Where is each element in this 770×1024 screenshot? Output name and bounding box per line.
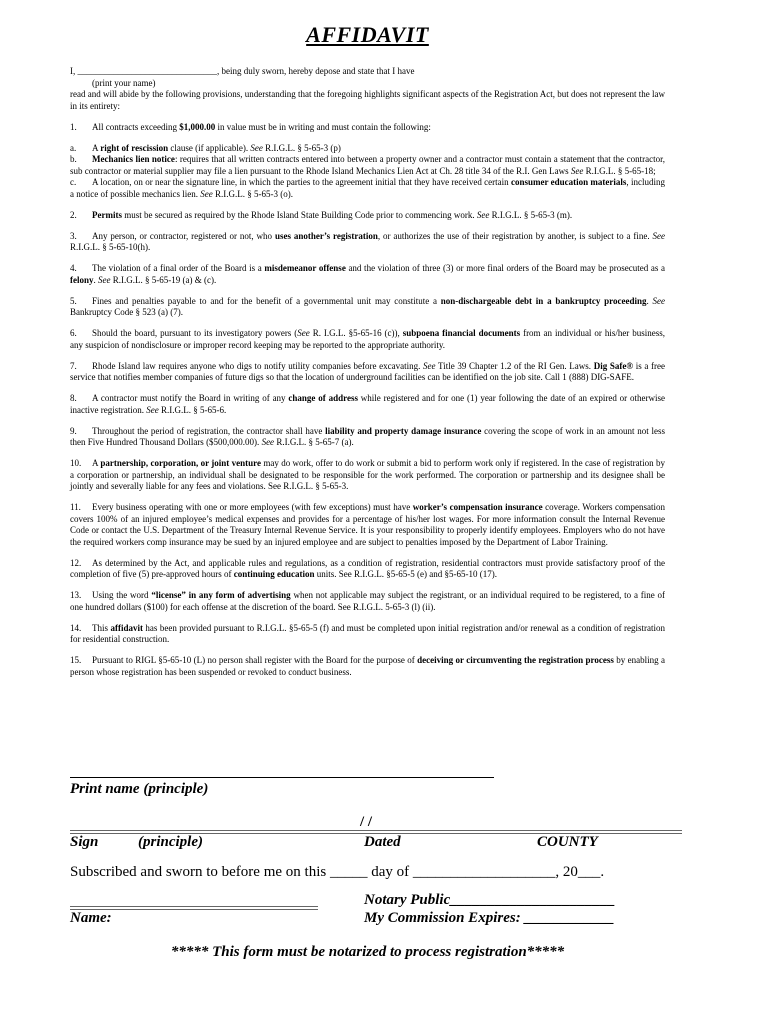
commission-label: My Commission Expires: ____________	[364, 910, 615, 926]
dated-label: Dated	[364, 834, 401, 850]
item-7: 7. Rhode Island law requires anyone who digs to notify utility companies before excavating. See Title 39 Chapter 1.2 of the RI Gen. Laws. Dig Safe® is a free service that notifies member companies of future digs so that the location of underground facilities can be identified on the job site. Call 1 (888) DIG-SAFE.	[70, 360, 665, 382]
intro-hint: (print your name)	[92, 77, 156, 88]
intro-lead: I, _______________________________, being duly sworn, hereby depose and state that I have	[70, 66, 415, 76]
subscribed-line: Subscribed and sworn to before me on this _____ day of ___________________, 20___.	[70, 864, 605, 880]
item-10: 10. A partnership, corporation, or joint venture may do work, offer to do work or submit a bid to perform work only if registered. In the case of registration by a corporation or partnership, an individual shall be designated to be responsible for the work performed. The corporation or partnership and its designee shall be jointly and severally liable for any fees and violations. See R.I.G.L. § 5-65-3.	[70, 458, 665, 491]
print-name-label: Print name (principle)	[70, 781, 209, 797]
item-c: c. A location, on or near the signature line, in which the parties to the agreement initial that they have received certain consumer education materials, including a notice of possible mechanics lien. See R.I.G.L. § 5-65-3 (o).	[70, 177, 665, 199]
item-6: 6. Should the board, pursuant to its investigatory powers (See R. I.G.L. §5-65-16 (c)), subpoena financial documents from an individual or his/her business, any suspicion of nondisclosure or improper record keeping may be reported to the appropriate authority.	[70, 328, 666, 350]
item-4: 4. The violation of a final order of the Board is a misdemeanor offense and the violation of three (3) or more final orders of the Board may be prosecuted as a felony. See R.I.G.L. § 5-65-19 (a) & (c).	[70, 263, 665, 285]
item-8: 8. A contractor must notify the Board in writing of any change of address while registered and for one (1) year following the date of an expired or otherwise inactive registration. See R.I.G.L. § 5-65-6.	[70, 393, 666, 415]
sign-label: Sign	[70, 834, 99, 850]
county-label: COUNTY	[537, 834, 598, 850]
print-name-line[interactable]	[70, 777, 494, 778]
item-15: 15. Pursuant to RIGL §5-65-10 (L) no person shall register with the Board for the purpose of deceiving or circumventing the registration process by enabling a person whose registration has been suspended or revoked to conduct business.	[70, 655, 665, 677]
notarize-footer: ***** This form must be notarized to process registration*****	[170, 944, 565, 960]
item-5: 5. Fines and penalties payable to and for the benefit of a governmental unit may constitute a non-dischargeable debt in a bankruptcy proceeding. See Bankruptcy Code § 523 (a) (7).	[70, 295, 665, 317]
intro-rest: read and will abide by the following provisions, understanding that the foregoing highlights significant aspects of the Registration Act, but does not represent the law in its entirety:	[70, 89, 665, 111]
notary-public-label: Notary Public______________________	[364, 892, 616, 908]
item-9: 9. Throughout the period of registration, the contractor shall have liability and property damage insurance covering the scope of work in an amount not less then Five Hundred Thousand Dollars ($500,000.00). See R.I.G.L. § 5-65-7 (a).	[70, 425, 665, 447]
item-13: 13. Using the word “license” in any form of advertising when not applicable may subject the registrant, or an individual required to be registered, to a fine of one hundred dollars ($100) for each offense at the discretion of the board. See R.I.G.L. 5-65-3 (l) (ii).	[70, 590, 665, 612]
sign-principle-label: (principle)	[138, 834, 203, 850]
item-3: 3. Any person, or contractor, registered or not, who uses another’s registration, or authorizes the use of their registration by another, is subject to a fine. See R.I.G.L. § 5-65-10(h).	[70, 230, 666, 252]
date-slashes: / /	[360, 814, 373, 830]
item-12: 12. As determined by the Act, and applicable rules and regulations, as a condition of registration, residential contractors must provide satisfactory proof of the completion of five (5) pre-approved hours of continuing education units. See R.I.G.L. §5-65-5 (e) and §5-65-10 (17).	[70, 557, 665, 579]
item-b: b. Mechanics lien notice: requires that all written contracts entered into between a property owner and a contractor must contain a statement that the contractor, sub contractor or material supplier may file a lien pursuant to the Rhode Island Mechanics Lien Act at Ch. 28 title 34 of the R.I. Gen Laws See R.I.G.L. § 5-65-18;	[70, 154, 665, 176]
item-14: 14. This affidavit has been provided pursuant to R.I.G.L. §5-65-5 (f) and must be completed upon initial registration and/or renewal as a condition of registration for residential construction.	[70, 622, 665, 644]
item-2: 2. Permits must be secured as required by the Rhode Island State Building Code prior to commencing work. See R.I.G.L. § 5-65-3 (m).	[70, 209, 573, 220]
item-11: 11. Every business operating with one or more employees (with few exceptions) must have worker’s compensation insurance coverage. Workers compensation covers 100% of an injured employee’s medical expenses and provides for a percentage of his/her lost wages. For more information consult the Internal Revenue Code or contact the U.S. Department of the Treasury Internal Revenue Service. It is your responsibility to properly identify employees. Employers who do not have the required workers comp insurance may be sued by an injured employee and are subject to penalties imposed by the Department of Labor Training.	[70, 502, 665, 547]
item-a: a. A right of rescission clause (if applicable). See R.I.G.L. § 5-65-3 (p)	[70, 142, 341, 153]
item-1: 1. All contracts exceeding $1,000.00 in value must be in writing and must contain the following:	[70, 121, 431, 132]
page-title: AFFIDAVIT	[306, 22, 429, 47]
affidavit-body	[70, 66, 665, 678]
name-label: Name:	[70, 910, 112, 926]
